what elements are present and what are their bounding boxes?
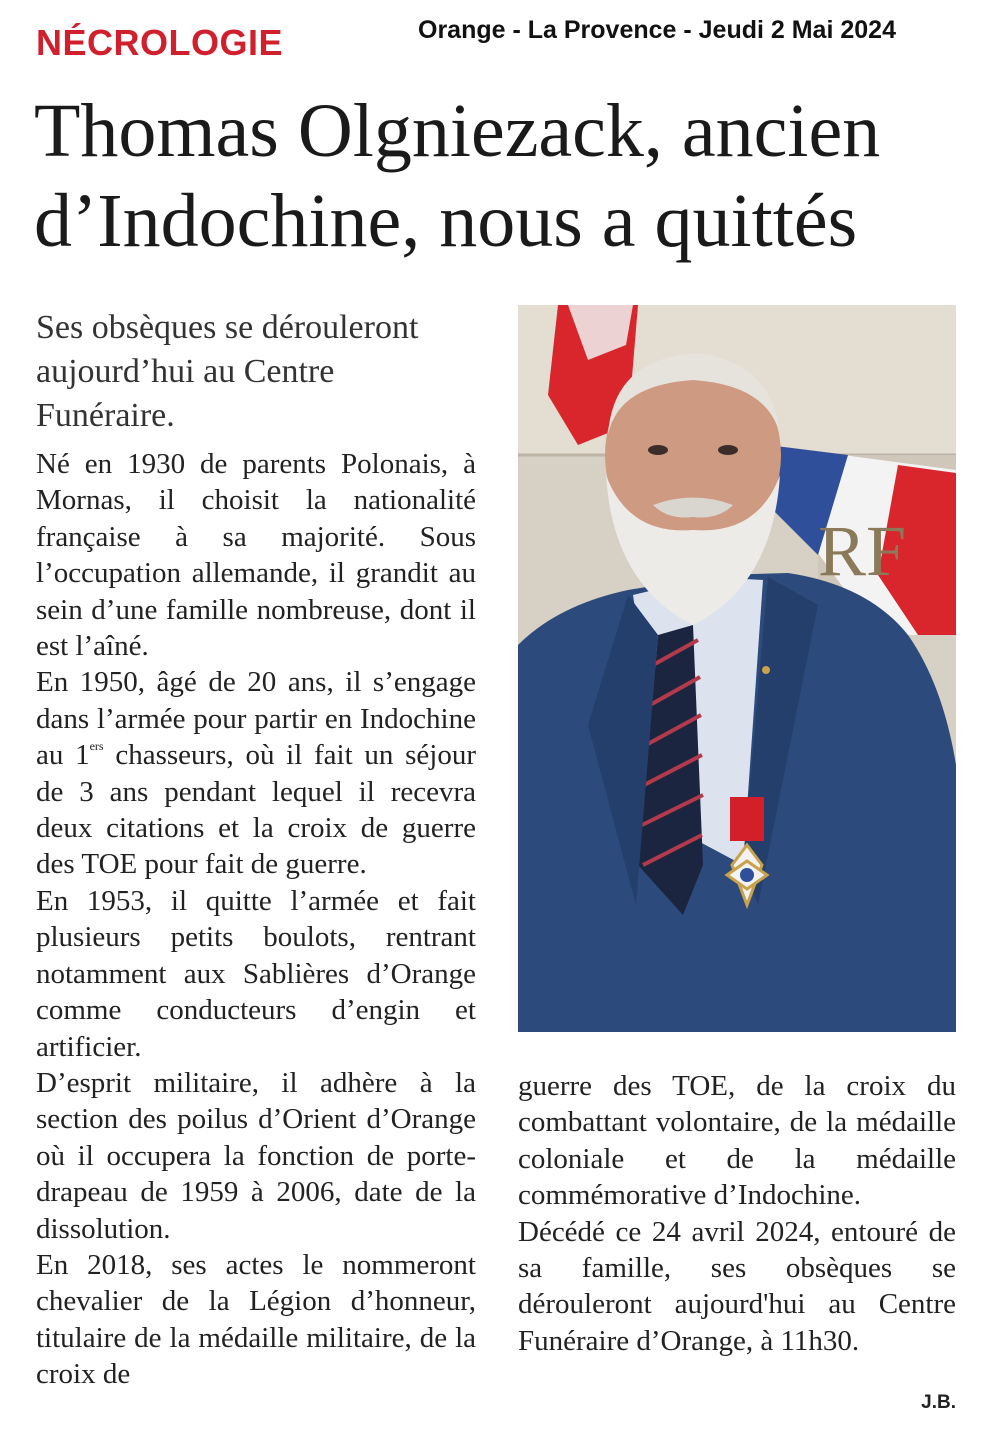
portrait-photo	[518, 305, 956, 1032]
rf-plaque-letters: RF	[818, 511, 907, 591]
paragraph-civil-work: En 1953, il quitte l’armée et fait plusieurs petits boulots, rentrant notamment aux Sablières d’Orange comme conducteurs d’engin et artificier.	[36, 884, 476, 1063]
paragraph-birth: Né en 1930 de parents Polonais, à Mornas, il choisit la nationalité française à sa majorité. Sous l’occupation allemande, il grandit au sein d’une famille nombreuse, dont il est l’aîné.	[36, 448, 476, 663]
article-column-left	[36, 446, 476, 1393]
headline	[34, 86, 964, 266]
rubric-label: NÉCROLOGIE	[36, 22, 284, 63]
headline-line-1: Thomas Olgniezack, ancien	[34, 89, 881, 173]
article-column-right	[518, 1068, 956, 1359]
paragraph-death-and-funeral: Décédé ce 24 avril 2024, entouré de sa famille, ses obsèques se dérouleront aujourd'hui au Centre Funéraire d’Orange, à 11h30.	[518, 1215, 956, 1357]
paragraph-army: En 1950, âgé de 20 ans, il s’engage dans l’armée pour partir en Indochine au 1ers chasseurs, où il fait un séjour de 3 ans pendant lequel il recevra deux citations et la croix de guerre des TOE pour fait de guerre.	[36, 666, 476, 881]
paragraph-flag-bearer: D’esprit militaire, il adhère à la section des poilus d’Orient d’Orange où il occupera la fonction de porte-drapeau de 1959 à 2006, date de la dissolution.	[36, 1066, 476, 1245]
headline-line-2: d’Indochine, nous a quittés	[34, 179, 858, 263]
paragraph-honors-continued: guerre des TOE, de la croix du combattant volontaire, de la médaille coloniale et de la médaille commémorative d’Indochine.	[518, 1070, 956, 1212]
source-line: Orange - La Provence - Jeudi 2 Mai 2024	[418, 16, 896, 44]
ordinal-superscript: ers	[89, 739, 104, 754]
paragraph-honors: En 2018, ses actes le nommeront chevalier de la Légion d’honneur, titulaire de la médaille militaire, de la croix de	[36, 1248, 476, 1391]
lead-paragraph: Ses obsèques se dérouleront aujourd’hui au Centre Funéraire.	[36, 309, 419, 434]
author-signature: J.B.	[921, 1392, 956, 1413]
